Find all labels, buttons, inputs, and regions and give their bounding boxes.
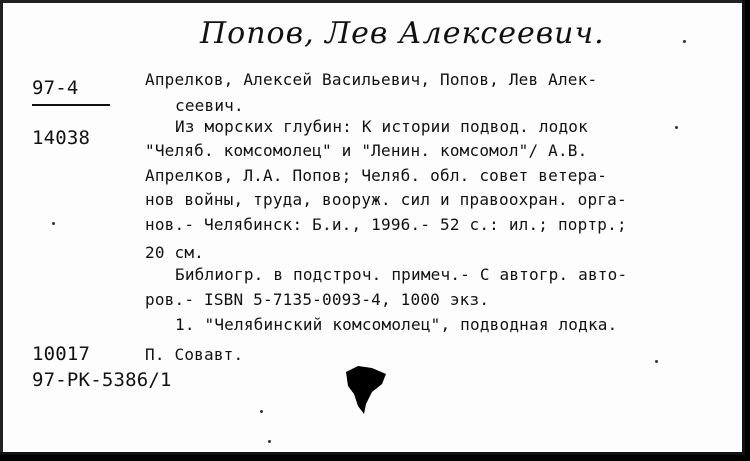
speck [268, 440, 271, 443]
ink-blot-mark [342, 364, 390, 416]
card-top-edge [0, 0, 742, 3]
bottom-call-number: 97-РК-5386/1 [32, 369, 172, 391]
bottom-author: П. Совавт. [145, 345, 244, 364]
note-line: ров.- ISBN 5-7135-0093-4, 1000 экз. [145, 290, 490, 309]
author-line: Апрелков, Алексей Васильевич, Попов, Лев Алек- [145, 70, 598, 89]
body-line: нов войны, труда, вооруж. сил и правоохран. орга- [145, 190, 627, 209]
speck [52, 222, 55, 225]
body-line: Апрелков, Л.А. Попов; Челяб. обл. совет ветера- [145, 166, 608, 185]
speck [260, 410, 263, 413]
note-line: Библиогр. в подстроч. примеч.- С автогр. авто- [175, 265, 628, 284]
call-number-top: 97-4 [32, 77, 79, 99]
subject-line: 1. "Челябинский комсомолец", подводная лодка. [175, 315, 618, 334]
handwritten-heading: Попов, Лев Алексеевич. [200, 16, 605, 51]
card-left-edge [0, 0, 3, 452]
accession-number: 14038 [32, 127, 91, 149]
bottom-left-number: 10017 [32, 343, 91, 365]
body-line: 20 см. [145, 243, 204, 262]
divider-rule [32, 104, 110, 106]
body-line: нов.- Челябинск: Б.и., 1996.- 52 с.: ил.; портр.; [145, 215, 627, 234]
speck [683, 40, 686, 43]
author-line-cont: сеевич. [175, 96, 244, 115]
body-line: Из морских глубин: К истории подвод. лодок [175, 117, 588, 136]
speck [655, 360, 658, 363]
speck [675, 126, 678, 129]
body-line: "Челяб. комсомолец" и "Ленин. комсомол"/ А.В. [145, 141, 588, 160]
